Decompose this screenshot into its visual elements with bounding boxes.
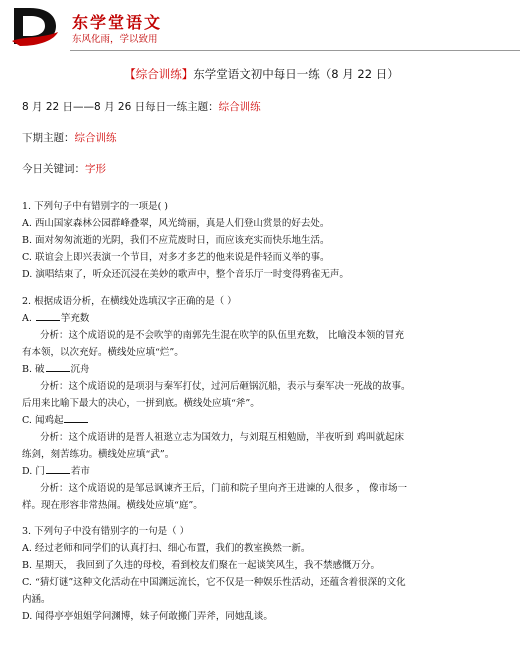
q2-b-analysis-1: 分析：这个成语说的是项羽与秦军打仗，过河后砸锅沉船，表示与秦军决一死战的故事。 xyxy=(40,381,411,392)
next-theme-line xyxy=(22,130,117,145)
fill-blank xyxy=(46,361,70,372)
week-theme-label: 8 月 22 日——8 月 26 日每日一练主题： xyxy=(22,101,219,113)
q3-option-a: A. 经过老师和同学们的认真打扫、细心布置，我们的教室换然一新。 xyxy=(22,543,311,554)
title-text: 东学堂语文初中每日一练（8 月 22 日） xyxy=(193,67,399,81)
q3-option-c-1: C. “猜灯谜”这种文化活动在中国渊远流长，它不仅是一种娱乐性活动，还蕴含着很深的文化 xyxy=(22,577,406,588)
week-theme-value: 综合训练 xyxy=(218,101,261,113)
q2-stem: 2. 根据成语分析，在横线处选填汉字正确的是（ ） xyxy=(22,296,237,307)
q2-option-a xyxy=(22,310,89,327)
q3-option-b: B. 星期天， 我回到了久违的母校，看到校友们聚在一起谈笑风生，我不禁感慨万分。 xyxy=(22,560,381,571)
fill-blank xyxy=(64,412,88,423)
q2-a-prefix: A. xyxy=(22,313,35,324)
q2-option-d xyxy=(22,463,90,480)
q2-d-analysis-1: 分析：这个成语说的是邹忌讽谏齐王后，门前和院子里向齐王进谏的人很多 ， 像市场一 xyxy=(40,483,408,494)
q2-c-analysis-1: 分析：这个成语讲的是晋人祖逖立志为国效力，与刘琨互相勉励，半夜听到 鸡叫就起床 xyxy=(40,432,405,443)
q1-stem: 1. 下列句子中有错别字的一项是( ) xyxy=(22,201,169,212)
q3-option-d: D. 闻得亭亭姐姐学问渊博，妹子何敢搬门弄斧，同她乱谈。 xyxy=(22,611,273,622)
brand-title: 东学堂语文 xyxy=(72,13,163,32)
q2-b-prefix: B. 破 xyxy=(22,364,45,375)
dongxuetang-logo-icon xyxy=(10,6,60,46)
header-divider xyxy=(70,50,520,51)
brand-subtitle: 东风化雨，学以致用 xyxy=(72,34,158,45)
q3-stem: 3. 下列句子中没有错别字的一句是（ ） xyxy=(22,526,190,537)
q1-option-b: B. 面对匆匆流逝的光阴，我们不应荒废时日，而应该充实而快乐地生活。 xyxy=(22,235,330,246)
q1-option-a: A. 西山国家森林公园群峰叠翠，风光绮丽，真是人们登山赏景的好去处。 xyxy=(22,218,330,229)
fill-blank xyxy=(36,310,60,321)
keyword-line xyxy=(22,161,106,176)
document-title xyxy=(0,66,523,82)
title-tag: 【综合训练】 xyxy=(124,67,194,81)
keyword-label: 今日关键词： xyxy=(22,163,85,175)
q2-d-prefix: D. 门 xyxy=(22,466,45,477)
keyword-value: 字形 xyxy=(85,163,106,175)
q2-a-analysis-2: 有本领，以次充好。横线处应填“烂”。 xyxy=(22,347,184,358)
fill-blank xyxy=(46,463,70,474)
q2-option-c xyxy=(22,412,89,429)
q2-c-prefix: C. 闻鸡起 xyxy=(22,415,64,426)
q2-b-analysis-2: 后用来比喻下最大的决心，一拼到底。横线处应填“斧”。 xyxy=(22,398,260,409)
q3-option-c-2: 内涵。 xyxy=(22,594,51,605)
header xyxy=(10,6,515,48)
q1-option-d: D. 演唱结束了，听众还沉浸在美妙的歌声中，整个音乐厅一时变得鸦雀无声。 xyxy=(22,269,349,280)
q2-c-analysis-2: 练剑，刻苦练功。横线处应填“武”。 xyxy=(22,449,175,460)
q2-a-suffix: 竽充数 xyxy=(60,313,90,324)
week-theme-line xyxy=(22,99,261,114)
q2-b-suffix: 沉舟 xyxy=(70,364,90,375)
q2-d-suffix: 若市 xyxy=(70,466,90,477)
q2-option-b xyxy=(22,361,90,378)
q2-a-analysis-1: 分析：这个成语说的是不会吹竽的南郭先生混在吹竽的队伍里充数， 比喻没本领的冒充 xyxy=(40,330,405,341)
q1-option-c: C. 联谊会上即兴表演一个节目，对多才多艺的他来说是件轻而义举的事。 xyxy=(22,252,330,263)
next-theme-value: 综合训练 xyxy=(74,132,117,144)
q2-d-analysis-2: 样。现在形容非常热闹。横线处应填“庭”。 xyxy=(22,500,203,511)
next-theme-label: 下期主题： xyxy=(22,132,75,144)
